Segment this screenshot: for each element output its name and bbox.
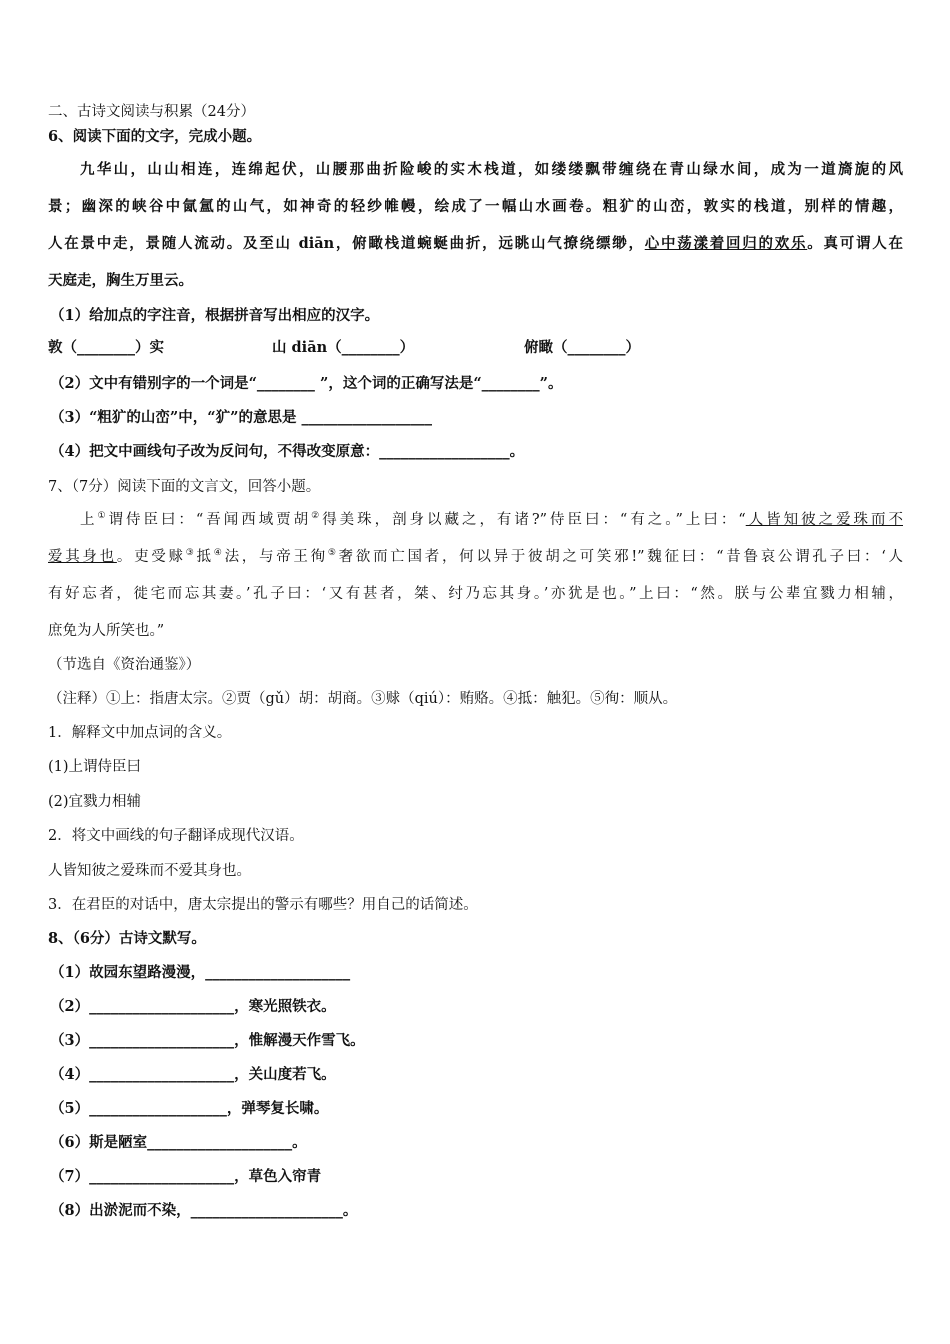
- q8-item-3: （3）____________________，惟解漫天作雪飞。: [50, 1032, 365, 1049]
- q7-text-2b: 。吏受赇: [116, 549, 186, 565]
- q6-underlined-sentence: 心中荡漾着回归的欢乐: [644, 235, 808, 252]
- q6-passage-line-3-text: 人在景中走，景随人流动。及至山 diān，俯瞰栈道蜿蜒曲折，远眺山气撩绕缥缈，: [48, 235, 645, 252]
- q6-passage-line-1: 九华山，山山相连，连绵起伏，山腰那曲折险峻的实木栈道，如缕缕飘带缠绕在青山绿水间，成为一道旖旎的风: [80, 161, 903, 178]
- pinyin-item-2: 山 diān（________）: [272, 339, 415, 356]
- q7-text-1a: 上: [80, 512, 98, 528]
- q7-text-2e: 奢欲而亡国者，何以异于彼胡之可笑邪!”魏征曰：“昔鲁哀公谓孔子曰：‘人: [338, 549, 904, 565]
- q6-sub1: （1）给加点的字注音，根据拼音写出相应的汉字。: [50, 307, 380, 324]
- q7-question-1a: (1)上谓侍臣曰: [48, 759, 142, 775]
- note-mark-5: ⑤: [327, 548, 339, 559]
- q7-underlined-part-1: 人皆知彼之爱珠而不: [745, 512, 903, 528]
- q6-sub4: （4）把文中画线句子改为反问句，不得改变原意：__________________。: [50, 443, 525, 460]
- q7-notes: （注释）①上：指唐太宗。②贾（gǔ）胡：胡商。③赇（qiú）：贿赂。④抵：触犯。⑤徇：顺从。: [48, 691, 678, 707]
- q7-text-1b: 谓侍臣曰：“吾闻西域贾胡: [108, 512, 312, 528]
- q8-item-4: （4）____________________，关山度若飞。: [50, 1066, 336, 1083]
- note-mark-1: ①: [97, 511, 109, 522]
- q8-item-6: （6）斯是陋室____________________。: [50, 1134, 307, 1151]
- pinyin-item-3: 俯瞰（________）: [524, 339, 640, 356]
- q6-passage-line-4: 天庭走，胸生万里云。: [48, 272, 193, 289]
- q7-passage-line-3: 有好忘者，徙宅而忘其妻。’孔子曰：‘又有甚者，桀、纣乃忘其身。’亦犹是也。”上曰：“然。朕与公辈宜戮力相辅，: [48, 586, 903, 602]
- q6-sub2: （2）文中有错别字的一个词是“________ ”，这个词的正确写法是“________”。: [50, 375, 563, 392]
- q8-item-1: （1）故园东望路漫漫，____________________: [50, 964, 351, 981]
- q7-passage-line-4: 庶免为人所笑也。”: [48, 623, 165, 639]
- q8-item-8: （8）出淤泥而不染，_____________________。: [50, 1202, 358, 1219]
- q7-passage-line-2: [48, 547, 903, 567]
- q7-passage-line-1: [80, 510, 903, 530]
- q6-passage-line-2: 景；幽深的峡谷中氤氲的山气，如神奇的轻纱帷幔，绘成了一幅山水画卷。粗犷的山峦，敦实的栈道，别样的情趣，: [48, 198, 903, 215]
- q6-sub3: （3）“粗犷的山峦”中，“犷”的意思是 __________________: [50, 409, 432, 426]
- q6-passage-line-3: [48, 234, 903, 254]
- q8-item-7: （7）____________________，草色入帘青: [50, 1168, 322, 1185]
- q6-heading: 6、阅读下面的文字，完成小题。: [48, 128, 262, 145]
- q6-passage-line-3-tail: 。真可谓人在: [807, 235, 904, 252]
- q7-source: （节选自《资治通鉴》）: [48, 657, 201, 673]
- q8-heading: 8、（6分）古诗文默写。: [48, 930, 206, 947]
- q7-text-2d: 法，与帝王徇: [224, 549, 328, 565]
- q7-question-3: 3．在君臣的对话中，唐太宗提出的警示有哪些？用自己的话简述。: [48, 897, 478, 913]
- q7-text-1c: 得美珠，剖身以藏之，有诸?”侍臣曰：“有之。”上曰：“: [322, 512, 746, 528]
- note-mark-2: ②: [311, 511, 323, 522]
- q8-item-5: （5）___________________，弹琴复长啸。: [50, 1100, 329, 1117]
- q8-item-2: （2）____________________，寒光照铁衣。: [50, 998, 336, 1015]
- q7-text-2c: 抵: [196, 549, 214, 565]
- note-mark-4: ④: [213, 548, 225, 559]
- note-mark-3: ③: [185, 548, 197, 559]
- q7-underlined-part-2: 爱其身也: [48, 549, 117, 565]
- q7-question-1: 1．解释文中加点词的含义。: [48, 725, 232, 741]
- section-title: 二、古诗文阅读与积累（24分）: [48, 104, 255, 120]
- q7-heading: 7、（7分）阅读下面的文言文，回答小题。: [48, 479, 321, 495]
- q7-question-2-sentence: 人皆知彼之爱珠而不爱其身也。: [48, 863, 251, 879]
- q7-question-2: 2．将文中画线的句子翻译成现代汉语。: [48, 828, 304, 844]
- q7-question-1b: (2)宜戮力相辅: [48, 794, 142, 810]
- pinyin-item-1: 敦（________）实: [48, 339, 164, 356]
